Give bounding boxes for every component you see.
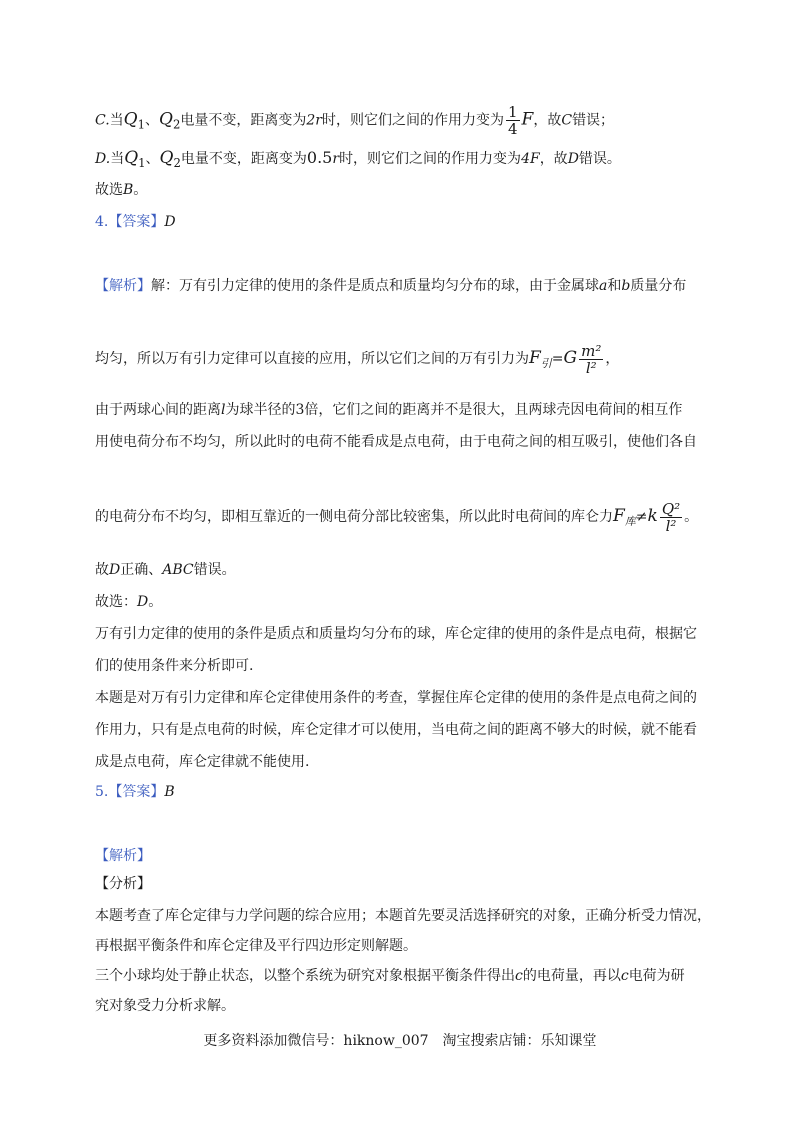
analysis-and: 和 <box>607 278 622 294</box>
not-equal-sign: ≠ <box>635 509 648 525</box>
distance-text-3: 倍，它们之间的距离并不是很大，且两球壳因电荷间的相互作 <box>304 402 683 418</box>
analysis-5-tag: 【解析】 <box>95 848 151 864</box>
equals-sign: = <box>551 351 564 367</box>
paragraph-4b: 究对象受力分析求解。 <box>95 998 235 1014</box>
option-c-text-1: 当 <box>109 112 124 129</box>
distance-2r: 2r <box>306 112 322 129</box>
gravity-end: ， <box>605 351 620 367</box>
d-correct-letter: D <box>109 562 121 578</box>
option-c-line <box>95 104 614 137</box>
charge-c-2: c <box>620 968 629 984</box>
paragraph-4a-text-1: 三个小球均处于静止状态，以整个系统为研究对象根据平衡条件得出 <box>95 968 515 984</box>
option-c-prefix: C. <box>95 112 110 129</box>
coulomb-end: 。 <box>684 509 699 525</box>
paragraph-1b: 们的使用条件来分析即可. <box>95 658 254 674</box>
d-correct-text-3: 错误。 <box>193 562 236 578</box>
g-constant: G <box>563 348 578 368</box>
option-d-prefix: D. <box>95 151 111 167</box>
abc-letters: ABC <box>162 562 194 578</box>
d-correct-text-2: 正确、 <box>120 562 163 578</box>
coulomb-subscript: 库 <box>624 514 636 528</box>
sphere-b: b <box>621 278 631 294</box>
effect-line <box>95 432 697 452</box>
analysis-text-1: 解：万有引力定律的使用的条件是质点和质量均匀分布的球，由于金属球 <box>151 278 599 294</box>
separator: 、 <box>145 112 160 129</box>
q2-subscript: 2 <box>172 117 181 132</box>
paragraph-2a: 本题是对万有引力定律和库仑定律使用条件的考查，掌握住库仑定律的使用的条件是点电荷之间的 <box>95 690 697 706</box>
coulomb-numerator: Q² <box>661 499 681 518</box>
choose-letter: B <box>123 182 134 198</box>
answer-number: 4. <box>95 214 109 230</box>
separator: 、 <box>145 151 160 167</box>
distance-l: l <box>221 402 226 418</box>
q2-subscript: 2 <box>173 155 181 170</box>
choose-d-text-2: 。 <box>148 594 163 610</box>
paragraph-3b: 再根据平衡条件和库仑定律及平行四边形定则解题。 <box>95 938 417 954</box>
gravity-text: 均匀，所以万有引力定律可以直接的应用，所以它们之间的万有引力为 <box>95 351 529 367</box>
q1-subscript: 1 <box>137 117 146 132</box>
charge-c: c <box>515 968 523 984</box>
choose-text: 故选 <box>95 182 123 198</box>
coulomb-formula-line <box>95 496 698 542</box>
q2-symbol: Q <box>159 148 174 168</box>
q2-symbol: Q <box>159 109 173 130</box>
paragraph-1a: 万有引力定律的使用的条件是质点和质量均匀分布的球，库仑定律的使用的条件是点电荷，根据它 <box>95 626 697 642</box>
option-c-text-2: 电量不变，距离变为 <box>180 112 307 129</box>
answer-5-line <box>95 782 175 802</box>
fraction-one-quarter <box>506 104 520 137</box>
coulomb-text: 的电荷分布不均匀，即相互靠近的一侧电荷分部比较密集，所以此时电荷间的库仑力 <box>95 509 613 525</box>
answer-value: D <box>164 214 176 230</box>
gravity-formula-line <box>95 338 619 384</box>
option-c-text-4: ，故 <box>533 112 562 129</box>
q1-symbol: Q <box>124 148 139 168</box>
q1-subscript: 1 <box>138 155 146 170</box>
option-c-text-5: 错误； <box>572 112 615 129</box>
analysis-subheading: 【分析】 <box>95 876 151 892</box>
option-d-text-3: 时，则它们之间的作用力变为 <box>339 151 522 167</box>
sphere-a: a <box>599 278 608 294</box>
coulomb-denominator: l² <box>665 516 677 535</box>
analysis-text-2: 质量分布 <box>630 278 687 294</box>
paragraph-2b: 作用力，只有是点电荷的时候，库仑定律才可以使用，当电荷之间的距离不够大的时候，就不能看 <box>95 722 697 738</box>
distance-text-1: 由于两球心间的距离 <box>95 402 221 418</box>
answer-5-number: 5. <box>95 784 109 800</box>
page-footer: 更多资料添加微信号：hiknow_007 淘宝搜索店铺：乐知课堂 <box>203 1033 597 1049</box>
gravity-denominator: l² <box>585 358 597 377</box>
paragraph-2c: 成是点电荷，库仑定律就不能使用. <box>95 754 310 770</box>
analysis-4-line <box>95 276 686 296</box>
paragraph-4a <box>95 966 685 986</box>
paragraph-4a-text-3: 电荷为研 <box>628 968 685 984</box>
choose-end: 。 <box>133 182 148 198</box>
answer-5-value: B <box>164 784 175 800</box>
gravity-numerator: m² <box>581 341 602 360</box>
option-c-letter: C <box>561 112 573 129</box>
force-f: F <box>529 348 541 368</box>
option-d-line <box>95 148 621 173</box>
option-d-letter: D <box>567 151 579 167</box>
option-d-text-4: ，故 <box>539 151 568 167</box>
distance-text-2: 为球半径的 <box>225 402 296 418</box>
force-subscript: 引 <box>540 356 552 370</box>
answer-5-tag: 【答案】 <box>108 784 165 800</box>
distance-value: 0.5 <box>306 148 333 167</box>
q1-symbol: Q <box>123 109 138 130</box>
force-4f: 4F <box>521 151 540 167</box>
choose-d-letter: D <box>137 594 149 610</box>
coulomb-fraction <box>660 501 682 534</box>
analysis-tag: 【解析】 <box>95 278 151 294</box>
choose-d-text-1: 故选： <box>95 594 137 610</box>
answer-4-line <box>95 212 176 232</box>
k-constant: k <box>647 506 658 526</box>
answer-tag: 【答案】 <box>108 214 165 230</box>
d-correct-line <box>95 560 236 580</box>
option-d-text-2: 电量不变，距离变为 <box>180 151 307 167</box>
option-d-text-1: 当 <box>110 151 125 167</box>
option-c-text-3: 时，则它们之间的作用力变为 <box>322 112 504 129</box>
distance-multiple: 3 <box>295 402 305 418</box>
effect-text: 用使电荷分布不均匀，所以此时的电荷不能看成是点电荷，由于电荷之间的相互吸引，使他们各自 <box>95 434 697 450</box>
gravity-fraction <box>579 343 603 376</box>
fraction-denominator: 4 <box>508 120 518 138</box>
force-symbol: F <box>521 109 534 130</box>
choose-b-line <box>95 180 147 200</box>
fraction-numerator: 1 <box>508 103 518 121</box>
coulomb-force-f: F <box>613 506 625 526</box>
paragraph-3a: 本题考查了库仑定律与力学问题的综合应用；本题首先要灵活选择研究的对象，正确分析受力情况， <box>95 908 711 924</box>
distance-line <box>95 400 682 420</box>
paragraph-4a-text-2: 的电荷量，再以 <box>522 968 621 984</box>
choose-d-line <box>95 592 162 612</box>
d-correct-text-1: 故 <box>95 562 109 578</box>
option-d-text-5: 错误。 <box>578 151 621 167</box>
distance-r: r <box>332 151 340 167</box>
